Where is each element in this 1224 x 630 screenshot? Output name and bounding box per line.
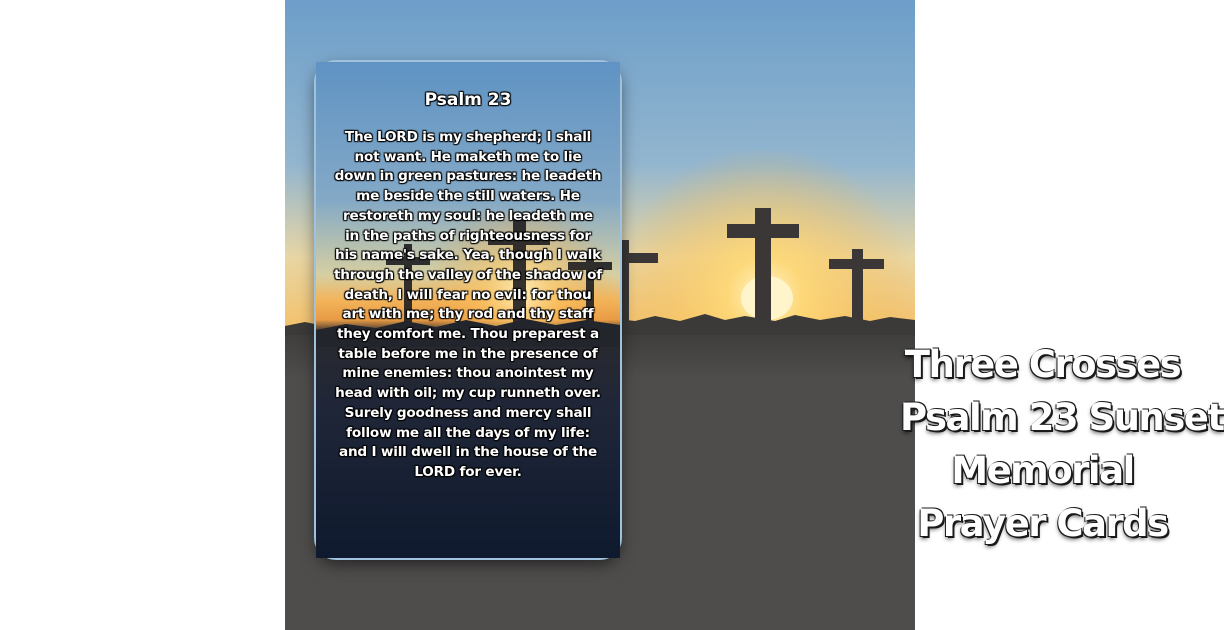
prayer-card <box>316 62 620 558</box>
product-title <box>900 338 1224 550</box>
title-line-1: Three Crosses <box>904 343 1181 386</box>
title-line-3: Memorial <box>951 449 1134 492</box>
card-verse: The LORD is my shepherd; I shall not want. He maketh me to lie down in green pastures: he leadeth me beside the still waters. He restoreth my soul: he leadeth me in the paths of righteousness for his name's sake. Yea, though I walk through the valley of the shadow of death, I will fear no evil: for thou art with me; thy rod and thy staff they comfort me. Thou preparest a table before me in the presence of mine enemies: thou anointest my head with oil; my cup runneth over. Surely goodness and mercy shall follow me all the days of my life: and I will dwell in the house of the LORD for ever. <box>334 129 603 480</box>
card-content <box>316 62 620 558</box>
card-heading: Psalm 23 <box>424 90 512 110</box>
title-line-2: Psalm 23 Sunset <box>900 396 1224 439</box>
title-line-4: Prayer Cards <box>917 502 1168 545</box>
